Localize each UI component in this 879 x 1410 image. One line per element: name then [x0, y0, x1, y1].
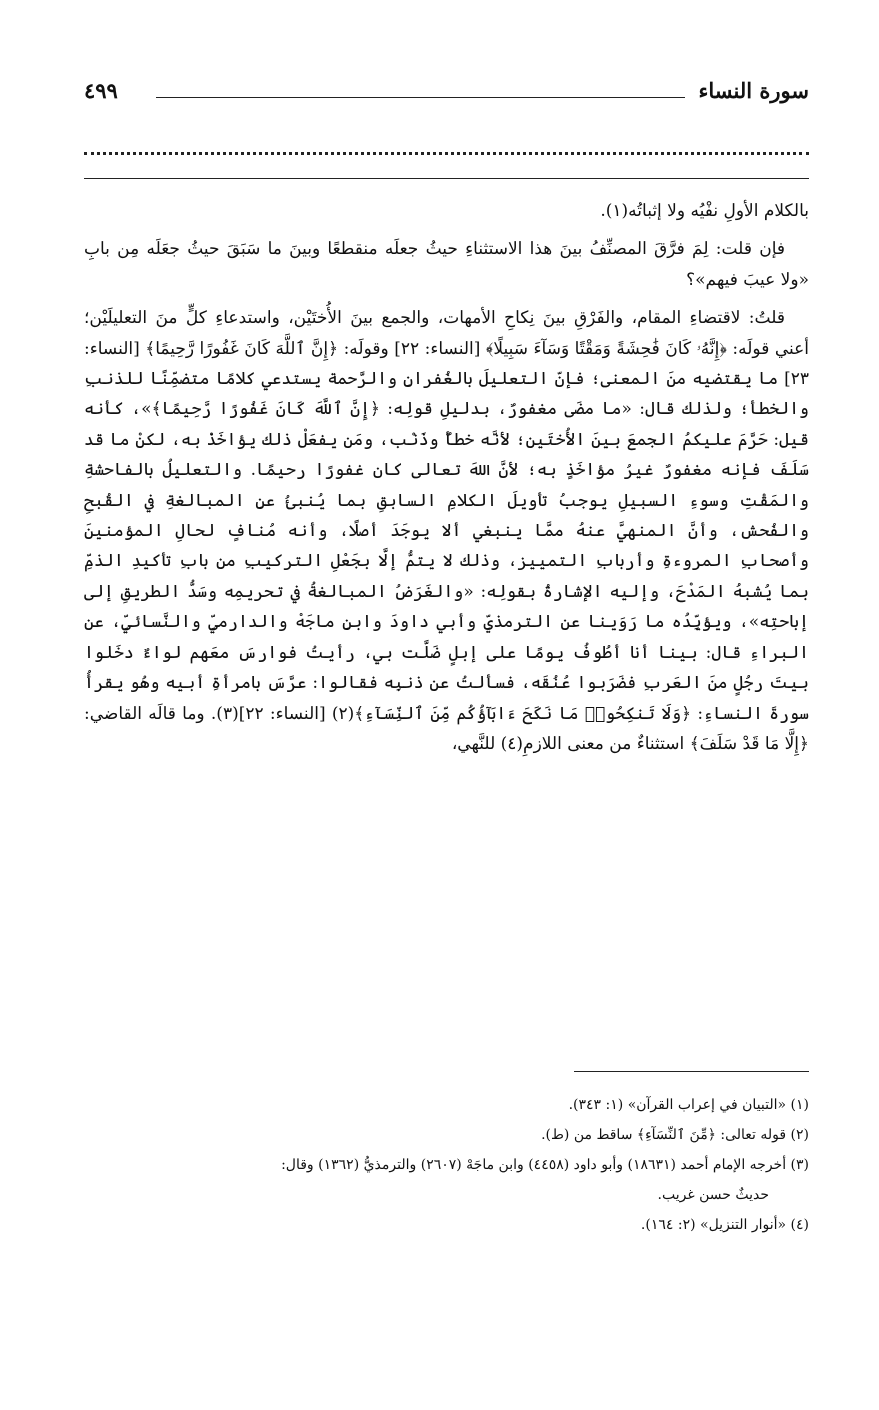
running-header	[84, 78, 809, 112]
footnote-1: (١) «التبيان في إعراب القرآن» (١: ٣٤٣).	[568, 1097, 809, 1113]
footnote-3: (٣) أخرجه الإمام أحمد (١٨٦٣١) وأبو داود (٤٤٥٨) وابن ماجَهْ (٢٦٠٧) والترمذيُّ (١٣٦٢) وقال:	[281, 1157, 809, 1173]
surah-title: سورة النساء	[698, 78, 809, 103]
paragraph-1: بالكلام الأولِ نفْيُه ولا إثباتُه(١).	[600, 201, 809, 221]
footnote-2: (٢) قوله تعالى: ﴿مِّنَ ٱلنِّسَآءِ﴾ ساقط من (ط).	[541, 1127, 809, 1143]
paragraph-3: قلتُ: لاقتضاءِ المقام، والفَرْقِ بينَ نِكاحِ الأمهات، والجمع بينَ الأُختَيْن، واستدعاءِ كلٍّ منَ التعليلَيْن؛ أعني قولَه: ﴿إِنَّهُۥ كَانَ فَٰحِشَةً وَمَقْتًا وَسَآءَ سَبِيلًا﴾ [النساء: ٢٢] وقولَه: ﴿إِنَّ ٱللَّهَ كَانَ غَفُورًا رَّحِيمًا﴾ [النساء: ٢٣] ما يقتضيه منَ المعنى؛ فإنّ التعليلَ بالغُفرانِ والرَّحمة يستدعي كلامًا متضمِّنًا للذنبِ والخطأ؛ ولذلك قال: «ما مضَى مغفورٌ، بدليلِ قولِه: ﴿إِنَّ ٱللَّهَ كَانَ غَفُورًا رَّحِيمًا﴾»، كأنه قيل: حَرَّمَ عليكمُ الجمعَ بينَ الأُختَين؛ لأنَّه خطأٌ وذَنْب، ومَن يفعَلْ ذلك يؤاخَذْ به، لكنْ ما قد سَلَفَ فإنه مغفورٌ غيرُ مؤاخَذٍ به؛ لأنَّ اللهَ تعالى كان غفورًا رحيمًا. والتعليلُ بالفاحشةِ والمَقْتِ وسوءِ السبيلِ يوجبُ تأويلَ الكلامِ السابقِ بما يُنبئُ عنِ المبالغةِ في القُبحِ والفُحش، وأنَّ المنهيَّ عنهُ ممَّا ينبغي ألا يوجَدَ أصلًا، وأنه مُنافٍ لحالِ المؤمنينَ وأصحابِ المروءةِ وأربابِ التمييز، وذلك لا يتمُّ إلَّا بجَعْلِ التركيبِ من بابِ تأكيدِ الذمِّ بما يُشبهُ المَدْحَ، وإليه الإشارةُ بقولِه: «والغَرَضُ المبالغةُ في تحريمِه وسَدُّ الطريقِ إلى إباحتِه»، ويؤيِّدُه ما رَوَينا عن الترمذيِّ وأبي داودَ وابنِ ماجَهْ والدارميِّ والنَّسائيِّ، عن البراءِ قال: بينا أنا أطُوفُ يومًا على إبلٍ ضَلَّت بي، رأيتُ فوارسَ معَهم لواءٌ دخَلوا بيتَ رجُلٍ منَ العَربِ فضَرَبوا عُنُقَه، فسألتُ عن ذنبِه فقالوا: عرَّسَ بامرأةِ أبيه وهُو يقرأُ سورةَ النساءِ: ﴿وَلَا تَنكِحُوا۟ مَا نَكَحَ ءَابَآؤُكُم مِّنَ ٱلنِّسَآءِ﴾(٢) [النساء: ٢٢](٣). وما قالَه القاضي: ﴿إِلَّا مَا قَدْ سَلَفَ﴾ استثناءٌ من معنى اللازمِ(٤) للنَّهي،	[84, 308, 810, 754]
main-text	[84, 196, 809, 767]
paragraph-2: فإن قلت: لِمَ فرَّقَ المصنِّفُ بينَ هذا الاستثناءِ حيثُ جعلَه منقطعًا وبينَ ما سَبَقَ حيثُ جعَلَه مِن بابِ «ولا عيبَ فيهم»؟	[84, 239, 809, 290]
footnote-3-continuation: حديثٌ حسن غريب.	[657, 1187, 769, 1203]
footnote-4: (٤) «أنوار التنزيل» (٢: ١٦٤).	[640, 1217, 809, 1233]
header-rule	[156, 97, 685, 98]
header-separator	[84, 178, 809, 179]
footnotes	[84, 1090, 809, 1240]
page-number: ٤٩٩	[84, 78, 118, 103]
footnote-rule	[574, 1071, 809, 1072]
dotted-separator	[84, 152, 809, 155]
